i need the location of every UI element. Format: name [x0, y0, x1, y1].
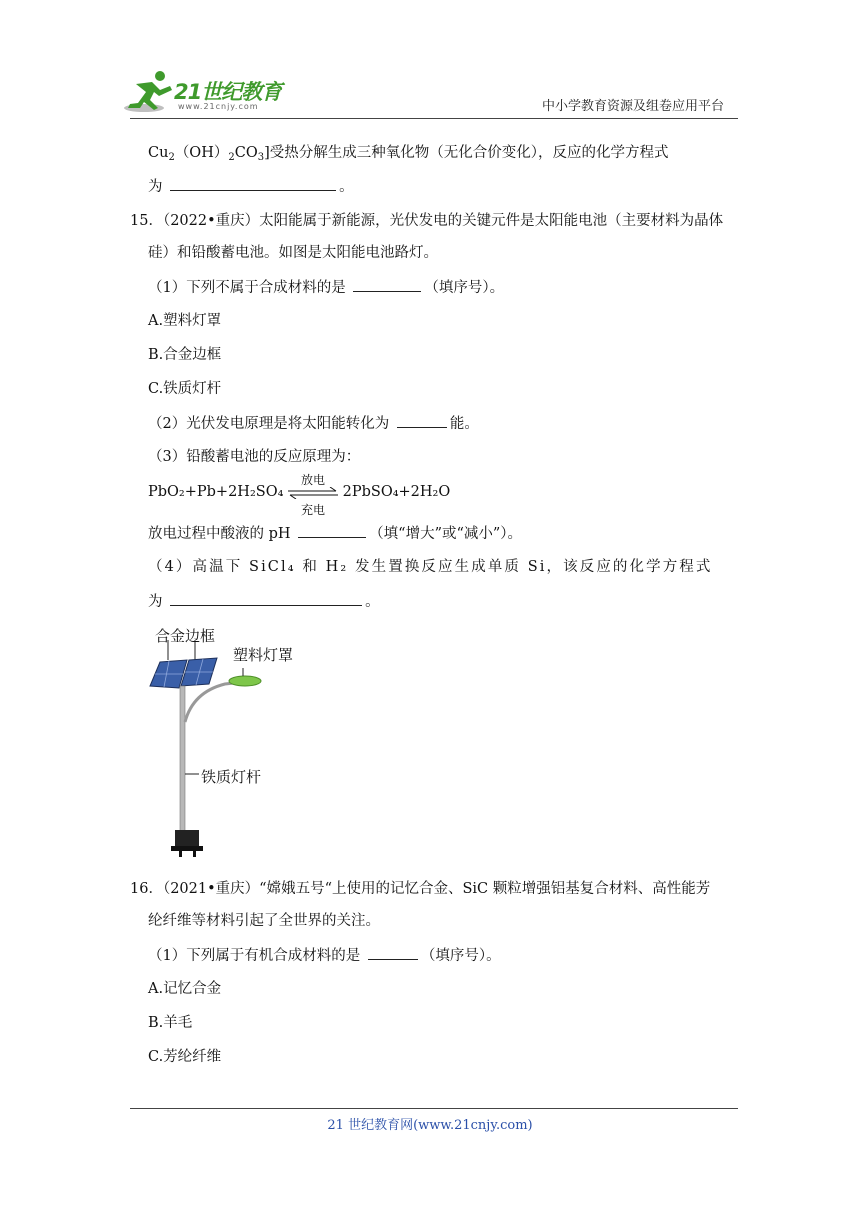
prev-question-line1: $Cu_2(OH)_2CO_3$]受热分解生成三种氧化物（无化合价变化），反应的化学方程式 — [148, 145, 669, 163]
q16-part1: （1）下列属于有机合成材料的是 （填序号）。 — [148, 945, 501, 966]
q16-stem-line1: 16．（2021•重庆）“嫦娥五号“上使用的记忆合金、SiC 颗粒增强铝基复合材料、高性能芳 — [130, 881, 711, 897]
figure-label-pole: 铁质灯杆 — [201, 768, 262, 786]
q15-equation — [148, 473, 451, 517]
q15-part3b: 放电过程中酸液的 pH （填“增大”或“减小”）。 — [148, 523, 522, 544]
footer-divider — [130, 1108, 738, 1109]
q15-part3: （3）铅酸蓄电池的反应原理为： — [148, 449, 361, 465]
header-divider — [130, 118, 738, 119]
logo-title: 21世纪教育 — [174, 80, 282, 104]
header-logo — [122, 68, 292, 116]
answer-blank[interactable] — [353, 277, 421, 292]
footer-link[interactable]: 21 世纪教育网(www.21cnjy.com) — [327, 1118, 533, 1133]
prev-question-line2: 为 。 — [148, 176, 354, 197]
answer-blank[interactable] — [170, 591, 362, 606]
q15-stem-line2: 硅）和铅酸蓄电池。如图是太阳能电池路灯。 — [148, 245, 438, 261]
solar-street-light-figure — [145, 622, 315, 862]
q15-stem-line1: 15．（2022•重庆）太阳能属于新能源，光伏发电的关键元件是太阳能电池（主要材料为晶体 — [130, 213, 724, 229]
q16-option-b: B.羊毛 — [148, 1015, 193, 1031]
q15-part2: （2）光伏发电原理是将太阳能转化为 能。 — [148, 413, 479, 434]
equation-charge-label: 充电 — [301, 503, 326, 517]
q15-option-c: C.铁质灯杆 — [148, 381, 222, 397]
equation-arrows — [288, 473, 338, 517]
logo-subtitle: www.21cnjy.com — [178, 102, 259, 111]
equation-right: 2PbSO₄+2H₂O — [342, 484, 451, 500]
equation-discharge-label: 放电 — [301, 473, 326, 487]
q16-option-c: C.芳纶纤维 — [148, 1049, 222, 1065]
answer-blank[interactable] — [397, 413, 447, 428]
q15-option-b: B.合金边框 — [148, 347, 222, 363]
answer-blank[interactable] — [368, 945, 418, 960]
header-platform-text: 中小学教育资源及组卷应用平台 — [541, 99, 724, 114]
q16-option-a: A.记忆合金 — [148, 981, 222, 997]
q15-part4-line2: 为 。 — [148, 591, 380, 612]
q15-part1: （1）下列不属于合成材料的是 （填序号）。 — [148, 277, 504, 298]
answer-blank[interactable] — [298, 523, 366, 538]
answer-blank[interactable] — [170, 176, 336, 191]
runner-logo-icon — [122, 68, 182, 116]
reversible-arrow-icon — [288, 487, 338, 499]
figure-label-cover: 塑料灯罩 — [233, 646, 294, 664]
equation-left: PbO₂+Pb+2H₂SO₄ — [148, 484, 284, 500]
q15-option-a: A.塑料灯罩 — [148, 313, 222, 329]
q15-part4: （4）高温下 SiCl₄ 和 H₂ 发生置换反应生成单质 Si，该反应的化学方程式 — [148, 559, 713, 575]
q16-stem-line2: 纶纤维等材料引起了全世界的关注。 — [148, 913, 380, 929]
figure-label-frame: 合金边框 — [155, 627, 216, 645]
